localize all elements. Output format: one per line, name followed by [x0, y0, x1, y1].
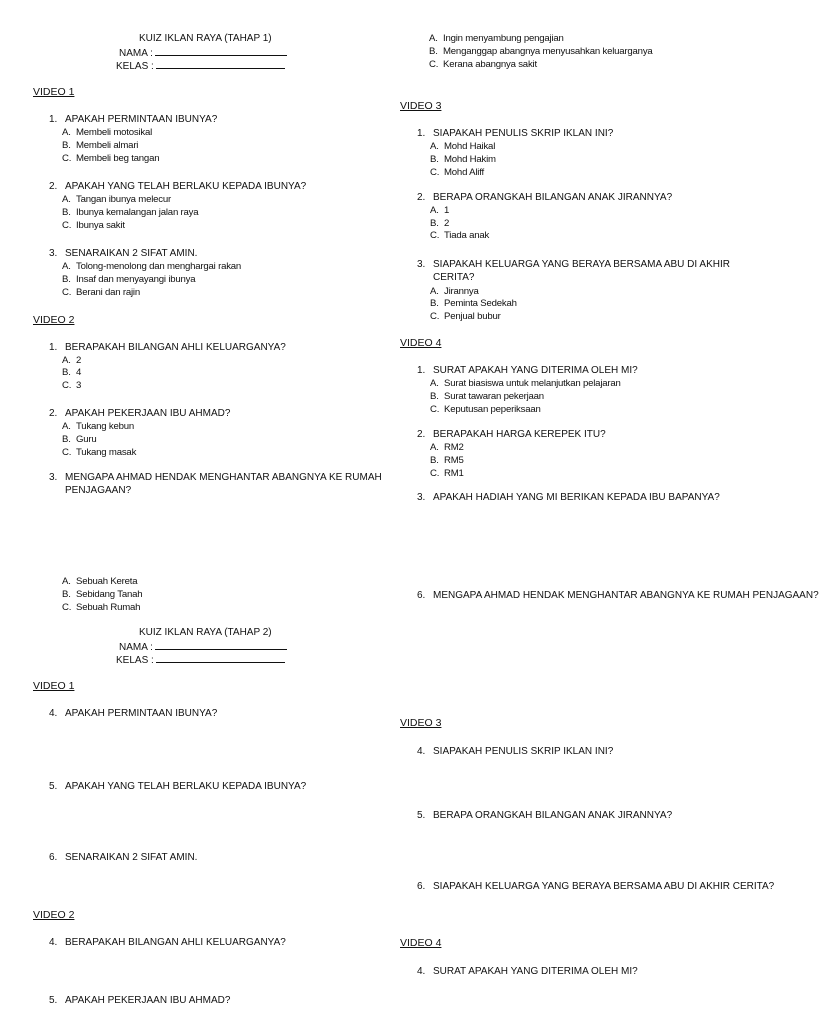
option-text: 2 — [76, 355, 82, 366]
question-text: SENARAIKAN 2 SIFAT AMIN. — [65, 852, 198, 863]
question-number: 4. — [49, 937, 58, 948]
quiz-title-2: KUIZ IKLAN RAYA (TAHAP 2) — [139, 627, 272, 638]
option-letter: C. — [430, 311, 440, 322]
option[interactable] — [430, 378, 621, 389]
question — [417, 810, 672, 821]
section-video-2: VIDEO 2 — [33, 909, 75, 921]
question — [417, 492, 720, 503]
option[interactable] — [62, 220, 125, 231]
option[interactable] — [62, 287, 140, 298]
option-letter: B. — [430, 455, 439, 466]
option[interactable] — [429, 33, 564, 44]
option-letter: A. — [429, 33, 438, 44]
option-letter: A. — [62, 194, 71, 205]
question-number: 2. — [417, 192, 426, 203]
question-text: BERAPAKAH BILANGAN AHLI KELUARGANYA? — [65, 937, 286, 948]
option[interactable] — [62, 589, 142, 600]
question-text-continued: CERITA? — [433, 272, 475, 283]
option[interactable] — [429, 59, 537, 70]
question-number: 1. — [417, 365, 426, 376]
option[interactable] — [62, 194, 171, 205]
question — [49, 708, 217, 719]
question-text-continued: PENJAGAAN? — [65, 485, 132, 496]
question-number: 4. — [417, 746, 426, 757]
option-letter: B. — [430, 154, 439, 165]
quiz-title-1: KUIZ IKLAN RAYA (TAHAP 1) — [139, 33, 272, 44]
question-number: 6. — [417, 881, 426, 892]
option-letter: B. — [429, 46, 438, 57]
option-text: Kerana abangnya sakit — [443, 59, 537, 70]
option[interactable] — [62, 153, 159, 164]
question-text: MENGAPA AHMAD HENDAK MENGHANTAR ABANGNYA KE RUMAH — [65, 472, 382, 483]
question-number: 4. — [417, 966, 426, 977]
option-letter: A. — [62, 355, 71, 366]
class-field-1[interactable] — [116, 59, 285, 72]
option-text: Tiada anak — [444, 230, 490, 241]
question — [49, 472, 382, 483]
question-text: BERAPA ORANGKAH BILANGAN ANAK JIRANNYA? — [433, 810, 673, 821]
option-text: Surat tawaran pekerjaan — [444, 391, 544, 402]
question — [417, 881, 774, 892]
question-text: APAKAH YANG TELAH BERLAKU KEPADA IBUNYA? — [65, 781, 307, 792]
option-letter: C. — [430, 404, 440, 415]
option[interactable] — [430, 311, 501, 322]
option-letter: A. — [430, 286, 439, 297]
option[interactable] — [430, 141, 495, 152]
section-video-3: VIDEO 3 — [400, 717, 442, 729]
option-text: Penjual bubur — [444, 311, 501, 322]
question — [49, 181, 306, 192]
question-text: SENARAIKAN 2 SIFAT AMIN. — [65, 248, 198, 259]
option-letter: C. — [62, 287, 72, 298]
option-letter: B. — [62, 140, 71, 151]
class-field-2[interactable] — [116, 653, 285, 666]
option-letter: A. — [62, 576, 71, 587]
question — [417, 259, 730, 270]
question — [417, 365, 638, 376]
option-text: Mohd Hakim — [444, 154, 496, 165]
question-text: APAKAH PERMINTAAN IBUNYA? — [65, 114, 218, 125]
question-number: 1. — [49, 114, 58, 125]
option[interactable] — [62, 140, 138, 151]
option-text: Tolong-menolong dan menghargai rakan — [76, 261, 242, 272]
question-text: APAKAH PEKERJAAN IBU AHMAD? — [65, 995, 231, 1006]
question-text: SURAT APAKAH YANG DITERIMA OLEH MI? — [433, 365, 638, 376]
name-label: NAMA : — [119, 48, 153, 59]
section-video-2: VIDEO 2 — [33, 314, 75, 326]
option-letter: B. — [430, 218, 439, 229]
option-text: Insaf dan menyayangi ibunya — [76, 274, 196, 285]
option-text: RM5 — [444, 455, 464, 466]
option[interactable] — [430, 167, 484, 178]
option-text: 4 — [76, 367, 82, 378]
option-text: Menganggap abangnya menyusahkan keluarganya — [443, 46, 653, 57]
question — [49, 248, 197, 259]
question-text: BERAPAKAH BILANGAN AHLI KELUARGANYA? — [65, 342, 286, 353]
option[interactable] — [62, 576, 137, 587]
option[interactable] — [430, 468, 464, 479]
option-text: Sebuah Kereta — [76, 576, 138, 587]
question — [417, 746, 613, 757]
option-text: Mohd Aliff — [444, 167, 484, 178]
question-text: APAKAH HADIAH YANG MI BERIKAN KEPADA IBU BAPANYA? — [433, 492, 720, 503]
class-label: KELAS : — [116, 655, 154, 666]
option-text: 2 — [444, 218, 450, 229]
option-text: Ingin menyambung pengajian — [443, 33, 564, 44]
question-text: APAKAH PEKERJAAN IBU AHMAD? — [65, 408, 231, 419]
option-text: Sebuah Rumah — [76, 602, 141, 613]
option-letter: B. — [62, 367, 71, 378]
question-number: 6. — [417, 590, 426, 601]
option-letter: C. — [62, 447, 72, 458]
question-number: 3. — [49, 248, 58, 259]
option[interactable] — [62, 274, 195, 285]
option-text: Sebidang Tanah — [76, 589, 143, 600]
option-letter: C. — [430, 468, 440, 479]
question — [49, 114, 217, 125]
option-letter: A. — [430, 205, 439, 216]
question-text: SIAPAKAH KELUARGA YANG BERAYA BERSAMA ABU DI AKHIR — [433, 259, 730, 270]
question — [49, 852, 197, 863]
option-letter: B. — [62, 274, 71, 285]
section-video-4: VIDEO 4 — [400, 337, 442, 349]
option-text: Membeli motosikal — [76, 127, 153, 138]
option[interactable] — [62, 602, 140, 613]
option-letter: C. — [429, 59, 439, 70]
name-line[interactable] — [155, 46, 287, 56]
question-number: 1. — [49, 342, 58, 353]
question-text: MENGAPA AHMAD HENDAK MENGHANTAR ABANGNYA KE RUMAH PENJAGAAN? — [433, 590, 819, 601]
option-text: Tukang kebun — [76, 421, 135, 432]
name-label: NAMA : — [119, 642, 153, 653]
question-text: SIAPAKAH PENULIS SKRIP IKLAN INI? — [433, 746, 614, 757]
option-letter: B. — [62, 434, 71, 445]
option[interactable] — [62, 367, 81, 378]
option-letter: B. — [62, 207, 71, 218]
question-number: 1. — [417, 128, 426, 139]
option-text: Keputusan peperiksaan — [444, 404, 541, 415]
option[interactable] — [430, 298, 517, 309]
option-text: RM2 — [444, 442, 464, 453]
class-line[interactable] — [156, 59, 285, 69]
question-number: 6. — [49, 852, 58, 863]
class-label: KELAS : — [116, 61, 154, 72]
question-text: APAKAH PERMINTAAN IBUNYA? — [65, 708, 218, 719]
option-letter: B. — [62, 589, 71, 600]
option-text: 3 — [76, 380, 82, 391]
option[interactable] — [62, 261, 241, 272]
option-text: Peminta Sedekah — [444, 298, 517, 309]
option-text: RM1 — [444, 468, 464, 479]
question — [417, 590, 819, 601]
name-field-1[interactable] — [119, 46, 287, 59]
option-letter: C. — [62, 602, 72, 613]
option-text: Tukang masak — [76, 447, 137, 458]
option-letter: C. — [62, 380, 72, 391]
question-text: SIAPAKAH PENULIS SKRIP IKLAN INI? — [433, 128, 614, 139]
option-letter: C. — [62, 220, 72, 231]
section-video-1: VIDEO 1 — [33, 86, 75, 98]
question-text: BERAPA ORANGKAH BILANGAN ANAK JIRANNYA? — [433, 192, 673, 203]
option[interactable] — [430, 205, 449, 216]
name-line[interactable] — [155, 640, 287, 650]
question-text: APAKAH YANG TELAH BERLAKU KEPADA IBUNYA? — [65, 181, 307, 192]
option-letter: C. — [430, 167, 440, 178]
option[interactable] — [62, 355, 81, 366]
option-letter: B. — [430, 298, 439, 309]
option-letter: A. — [430, 442, 439, 453]
option-text: Berani dan rajin — [76, 287, 140, 298]
section-video-3: VIDEO 3 — [400, 100, 442, 112]
question-number: 5. — [49, 995, 58, 1006]
question — [49, 342, 286, 353]
option-letter: A. — [430, 141, 439, 152]
option[interactable] — [62, 207, 198, 218]
option[interactable] — [430, 404, 541, 415]
option[interactable] — [62, 380, 81, 391]
question — [417, 128, 613, 139]
option-letter: A. — [62, 127, 71, 138]
option-text: Ibunya kemalangan jalan raya — [76, 207, 199, 218]
question-number: 3. — [49, 472, 58, 483]
option[interactable] — [62, 434, 97, 445]
option-text: Ibunya sakit — [76, 220, 125, 231]
option[interactable] — [430, 455, 464, 466]
question — [49, 408, 230, 419]
option-letter: C. — [62, 153, 72, 164]
option[interactable] — [430, 230, 489, 241]
section-video-4: VIDEO 4 — [400, 937, 442, 949]
option[interactable] — [430, 218, 449, 229]
option[interactable] — [62, 447, 136, 458]
option[interactable] — [430, 391, 544, 402]
class-line[interactable] — [156, 653, 285, 663]
option[interactable] — [430, 442, 464, 453]
option[interactable] — [430, 286, 479, 297]
option-letter: A. — [62, 421, 71, 432]
question-number: 3. — [417, 259, 426, 270]
option[interactable] — [429, 46, 653, 57]
option-letter: B. — [430, 391, 439, 402]
question-number: 2. — [49, 408, 58, 419]
question — [49, 995, 230, 1006]
question-text: SIAPAKAH KELUARGA YANG BERAYA BERSAMA ABU DI AKHIR CERITA? — [433, 881, 775, 892]
option-text: Mohd Haikal — [444, 141, 496, 152]
question-number: 2. — [49, 181, 58, 192]
question-number: 4. — [49, 708, 58, 719]
option-text: Tangan ibunya melecur — [76, 194, 171, 205]
question-number: 5. — [49, 781, 58, 792]
question-number: 2. — [417, 429, 426, 440]
section-video-1: VIDEO 1 — [33, 680, 75, 692]
option-text: Guru — [76, 434, 97, 445]
option-text: Jirannya — [444, 286, 479, 297]
question — [417, 429, 606, 440]
question — [417, 966, 638, 977]
question-text: SURAT APAKAH YANG DITERIMA OLEH MI? — [433, 966, 638, 977]
option-text: Membeli almari — [76, 140, 139, 151]
question — [417, 192, 672, 203]
question-number: 5. — [417, 810, 426, 821]
option[interactable] — [62, 127, 152, 138]
option-letter: A. — [62, 261, 71, 272]
option[interactable] — [430, 154, 496, 165]
option-letter: C. — [430, 230, 440, 241]
option-text: Membeli beg tangan — [76, 153, 160, 164]
option[interactable] — [62, 421, 134, 432]
question — [49, 937, 286, 948]
option-text: Surat biasiswa untuk melanjutkan pelajaran — [444, 378, 621, 389]
question-number: 3. — [417, 492, 426, 503]
option-letter: A. — [430, 378, 439, 389]
option-text: 1 — [444, 205, 450, 216]
name-field-2[interactable] — [119, 640, 287, 653]
question-text: BERAPAKAH HARGA KEREPEK ITU? — [433, 429, 606, 440]
question — [49, 781, 306, 792]
